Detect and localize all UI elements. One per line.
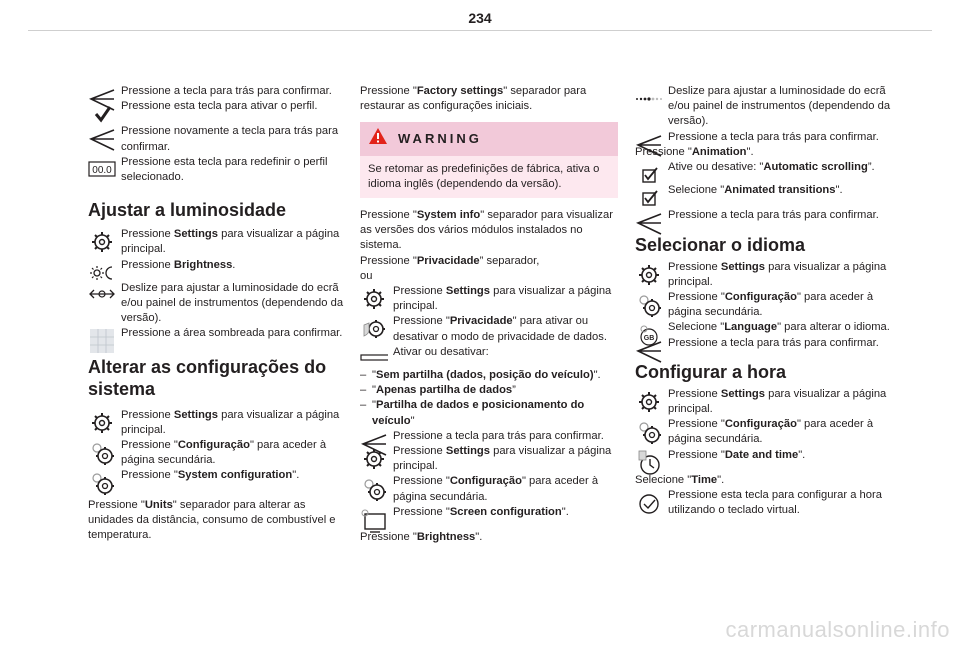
step-text: Pressione "Configuração" para aceder à página secundária.: [668, 418, 874, 446]
step-back-confirm: [88, 84, 346, 99]
step-text: Pressione Settings para visualizar a página principal.: [668, 260, 887, 288]
step-text: Pressione "Configuração" para aceder à página secundária.: [393, 475, 599, 503]
step-text: Ativar ou desativar:: [393, 345, 489, 358]
step-text: Pressione esta tecla para configurar a hora utilizando o teclado virtual.: [668, 489, 882, 517]
config-gear-icon: [360, 474, 388, 504]
heading-language: Selecionar o idioma: [635, 234, 806, 255]
system-info-paragraph: Pressione "System info" separador para visualizar as versões dos vários módulos instalados no sistema.: [360, 209, 613, 252]
slider-icon: [88, 281, 116, 311]
step-text: Pressione "System configuration".: [121, 469, 300, 482]
step-activate-profile: [88, 99, 346, 114]
step-automatic-scrolling: [635, 160, 893, 175]
step-back-confirm-3: [635, 336, 893, 351]
step-back-confirm: [360, 429, 618, 444]
back-arrow-icon: [635, 208, 663, 238]
step-shaded-area: [88, 326, 346, 341]
step-system-configuration: [88, 468, 346, 483]
step-text: Deslize para ajustar a luminosidade do ecrã e/ou painel de instrumentos (dependendo da versão).: [121, 281, 344, 325]
step-text: Selecione "Language" para alterar o idioma.: [668, 321, 890, 334]
screen-config-icon: [360, 505, 388, 535]
reset-icon: [88, 155, 116, 185]
privacy-option-3: – "Partilha de dados e posicionamento do veículo": [360, 398, 618, 428]
warning-header: [360, 122, 618, 155]
back-arrow-icon: [635, 130, 663, 160]
settings-gear-icon: [88, 408, 116, 438]
settings-gear-icon: [360, 444, 388, 474]
config-gear-icon: [88, 438, 116, 468]
column-1: [88, 84, 346, 543]
step-configuration: [635, 290, 893, 320]
step-text: Pressione a tecla para trás para confirmar.: [668, 209, 879, 222]
back-arrow-icon: [88, 124, 116, 154]
step-text: Pressione esta tecla para redefinir o perfil selecionado.: [121, 155, 328, 184]
step-text: Pressione "Date and time".: [668, 448, 806, 461]
privacy-option-1: – "Sem partilha (dados, posição do veículo)".: [360, 368, 618, 383]
warning-icon: [368, 127, 388, 150]
svg-text:00.0: 00.0: [92, 164, 112, 176]
step-settings: [88, 227, 346, 257]
config-gear-icon: [88, 468, 116, 498]
privacy-option-2: – "Apenas partilha de dados”: [360, 383, 618, 398]
brightness-paragraph: Pressione "Brightness".: [360, 531, 483, 544]
step-settings: [360, 284, 618, 314]
step-date-time: [635, 448, 893, 463]
step-text: Pressione a tecla para trás para confirmar.: [393, 429, 604, 442]
step-text: Pressione "Screen configuration".: [393, 505, 569, 518]
config-gear-icon: [635, 417, 663, 447]
heading-system-settings: Alterar as configurações do sistema: [88, 356, 327, 399]
watermark: carmanualsonline.info: [725, 617, 950, 642]
step-settings-2: [635, 387, 893, 417]
step-text: Pressione Settings para visualizar a página principal.: [668, 387, 887, 416]
step-back-confirm: [635, 130, 893, 145]
clock-icon: [635, 488, 663, 518]
step-text: Pressione a tecla para trás para confirmar.: [668, 336, 879, 349]
settings-gear-icon: [635, 387, 663, 417]
step-text: Pressione novamente a tecla para trás para confirmar.: [121, 125, 339, 153]
step-text: Pressione a tecla para trás para confirmar.: [668, 130, 879, 143]
step-reset-profile: [88, 155, 346, 185]
step-text: Ative ou desative: "Automatic scrolling”.: [668, 161, 875, 174]
step-text: Pressione Settings para visualizar a página principal.: [121, 408, 340, 436]
step-brightness: [88, 258, 346, 273]
time-paragraph: Selecione "Time".: [635, 473, 725, 486]
step-text: Pressione Settings para visualizar a página principal.: [393, 285, 612, 313]
settings-gear-icon: [635, 260, 663, 290]
step-settings: [635, 260, 893, 290]
step-text: Pressione "Configuração" para aceder à página secundária.: [121, 439, 327, 467]
step-settings-2: [360, 444, 618, 474]
warning-text: Se retomar as predefinições de fábrica, ativa o idioma inglês (dependendo da versão).: [360, 156, 618, 198]
step-set-time: [635, 488, 893, 518]
settings-gear-icon: [88, 227, 116, 257]
step-configuration-2: [635, 417, 893, 447]
step-text: Pressione a área sombreada para confirmar.: [121, 327, 343, 340]
step-text: Pressione "Configuração" para aceder à página secundária.: [668, 291, 874, 319]
config-gear-icon: [635, 290, 663, 320]
heading-time: Configurar a hora: [635, 361, 787, 382]
column-2: [360, 84, 618, 545]
step-back-confirm-2: [635, 208, 893, 223]
column-3: [635, 84, 893, 518]
step-toggle: [360, 345, 618, 360]
step-configuration: [360, 474, 618, 504]
step-text: Pressione a tecla para trás para confirmar.: [121, 85, 332, 97]
step-text: Pressione "Privacidade" para ativar ou desativar o modo de privacidade de dados.: [393, 315, 607, 343]
page-number: 234: [468, 10, 492, 26]
step-text: Pressione Settings para visualizar a página principal.: [393, 445, 612, 473]
back-arrow-icon: [635, 336, 663, 366]
or-text: ou: [360, 269, 373, 282]
animation-paragraph: Pressione "Animation".: [635, 145, 754, 158]
privacy-paragraph: Pressione "Privacidade” separador,: [360, 254, 540, 267]
step-settings: [88, 408, 346, 438]
step-screen-configuration: [360, 505, 618, 520]
warning-box: [360, 122, 618, 198]
heading-brightness: Ajustar a luminosidade: [88, 200, 287, 221]
privacy-icon: [360, 314, 388, 344]
clock-icon: [635, 448, 663, 478]
shaded-area-icon: [88, 326, 116, 356]
step-back-confirm-2: [88, 124, 346, 154]
step-text: Deslize para ajustar a luminosidade do ecrã e/ou painel de instrumentos (dependendo da versão).: [668, 85, 891, 128]
step-text: Pressione Settings para visualizar a página principal.: [121, 228, 340, 256]
step-slide-brightness: [88, 281, 346, 327]
step-configuration: [88, 438, 346, 468]
step-slide-brightness: [635, 84, 893, 130]
factory-settings-paragraph: Pressione "Factory settings" separador para restaurar as configurações iniciais.: [360, 85, 587, 113]
step-text: Pressione Brightness.: [121, 258, 236, 271]
settings-gear-icon: [360, 284, 388, 314]
step-animated-transitions: [635, 183, 893, 198]
warning-title: WARNING: [398, 131, 482, 147]
svg-text:GB: GB: [643, 335, 655, 343]
step-text: Selecione "Animated transitions".: [668, 184, 843, 197]
step-text: Pressione esta tecla para ativar o perfil.: [121, 100, 318, 113]
header-rule: [28, 30, 932, 31]
step-privacy: [360, 314, 618, 344]
slider-icon: [635, 84, 663, 114]
units-paragraph: Pressione "Units" separador para alterar as unidades da distância, consumo de combustível e temperatura.: [88, 498, 336, 542]
